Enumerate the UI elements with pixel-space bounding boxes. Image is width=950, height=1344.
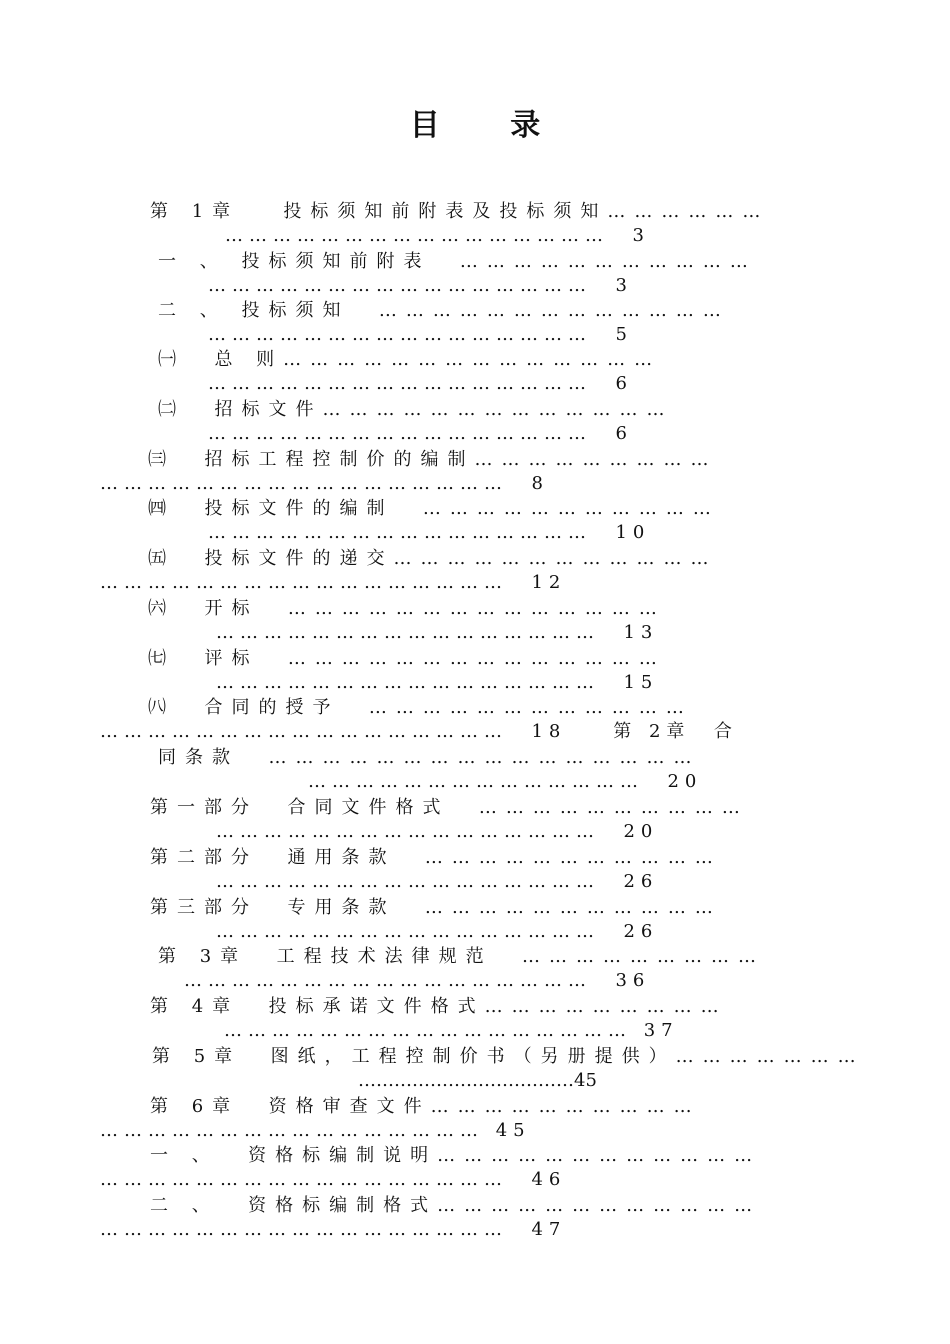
- toc-entry-ch4: 第 4章 投标承诺文件格式………………………: [150, 996, 728, 1017]
- toc-entry-ch1-cont: ………………………………………… 3: [225, 225, 650, 246]
- toc-entry-2-6: ㈥ 开标 ……………………………………: [148, 598, 666, 619]
- toc-entry-ch6: 第 6章 资格审查文件…………………………: [150, 1096, 701, 1117]
- toc-entry-part1: 第一部分 合同文件格式 …………………………: [150, 797, 749, 818]
- toc-entry-2-7: ㈦ 评标 ……………………………………: [148, 648, 666, 669]
- toc-entry-2-8-cont: …………………………………………… 18 第 2章 合: [100, 721, 738, 742]
- toc-entry-ch3-cont: …………………………………………… 36: [184, 970, 651, 991]
- toc-entry-2-cont: ………………………………………… 5: [208, 324, 633, 345]
- toc-entry-6-1: 一 、 资格标编制说明………………………………: [150, 1145, 762, 1166]
- toc-entry-2-2: ㈡ 招标文件…………………………………: [158, 399, 674, 420]
- toc-entry-2-3: ㈢ 招标工程控制价的编制………………………: [148, 449, 718, 470]
- toc-entry-ch5: 第 5章 图纸，工程控制价书（另册提供）…………………: [152, 1046, 865, 1067]
- toc-entry-2-4-cont: ………………………………………… 10: [208, 522, 651, 543]
- toc-entry-ch4-cont: …………………………………………… 37: [224, 1020, 679, 1041]
- toc-entry-2: 二 、 投标须知 …………………………………: [158, 300, 730, 321]
- toc-entry-part3-cont: ………………………………………… 26: [216, 921, 659, 942]
- toc-entry-6-1-cont: …………………………………………… 46: [100, 1169, 567, 1190]
- toc-entry-2-5-cont: …………………………………………… 12: [100, 572, 567, 593]
- toc-entry-ch3: 第 3章 工程技术法律规范 ………………………: [158, 946, 766, 967]
- toc-entry-2-6-cont: ………………………………………… 13: [216, 622, 659, 643]
- toc-entry-2-1-cont: ………………………………………… 6: [208, 373, 633, 394]
- toc-entry-6-2: 二 、 资格标编制格式………………………………: [150, 1195, 762, 1216]
- toc-entry-ch1: 第 1章 投标须知前附表及投标须知………………: [150, 201, 770, 222]
- toc-entry-2-2-cont: ………………………………………… 6: [208, 423, 633, 444]
- toc-entry-6-2-cont: …………………………………………… 47: [100, 1219, 567, 1240]
- toc-entry-ch6-cont: ………………………………………… 45: [100, 1120, 531, 1141]
- toc-entry-2-1: ㈠ 总 则……………………………………: [158, 349, 662, 370]
- toc-entry-2-4: ㈣ 投标文件的编制 ……………………………: [148, 498, 720, 519]
- toc-entry-part3: 第三部分 专用条款 ……………………………: [150, 897, 722, 918]
- toc-entry-ch2-cont: …………………………………… 20: [308, 771, 703, 792]
- toc-entry-part1-cont: ………………………………………… 20: [216, 821, 659, 842]
- toc-entry-2-3-cont: …………………………………………… 8: [100, 473, 549, 494]
- toc-entry-part2: 第二部分 通用条款 ……………………………: [150, 847, 722, 868]
- toc-entry-1-cont: ………………………………………… 3: [208, 275, 633, 296]
- toc-entry-2-7-cont: ………………………………………… 15: [216, 672, 659, 693]
- toc-title: 目 录: [409, 108, 571, 143]
- toc-entry-2-8: ㈧ 合同的授予 ………………………………: [148, 697, 693, 718]
- toc-entry-ch2: 同条款 …………………………………………: [158, 747, 701, 768]
- toc-entry-2-5: ㈤ 投标文件的递交………………………………: [148, 548, 718, 569]
- toc-entry-part2-cont: ………………………………………… 26: [216, 871, 659, 892]
- toc-entry-1: 一 、 投标须知前附表 ……………………………: [158, 251, 757, 272]
- toc-entry-ch5-cont: ………………………………45: [358, 1070, 597, 1091]
